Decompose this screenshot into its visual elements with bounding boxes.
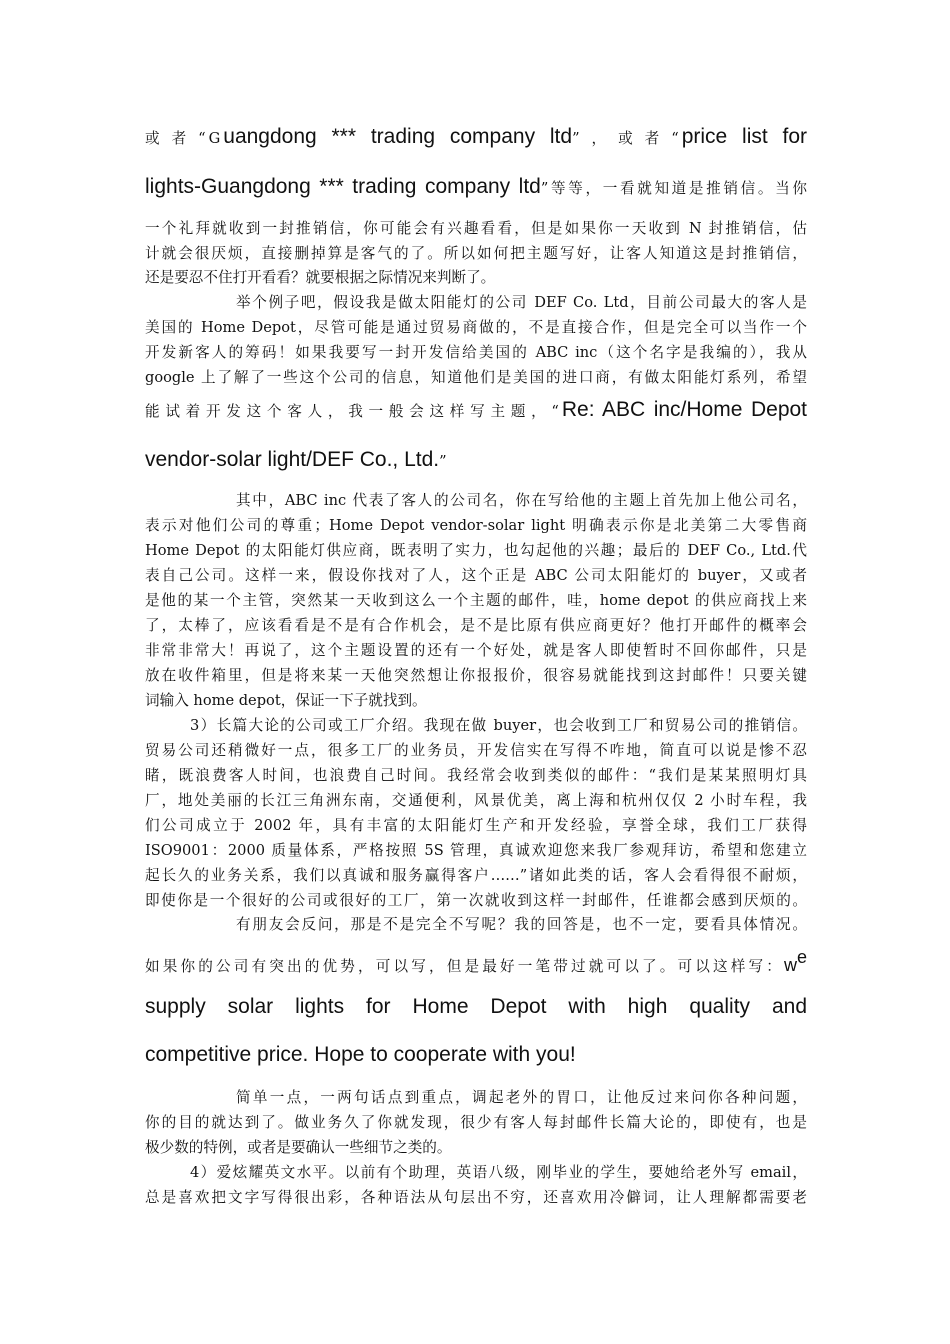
text-line [145,566,807,586]
text-span: 放在收件箱里，但是将来某一天他突然想让你报报价，很容易就能找到这封邮件！只要关键 [145,667,807,684]
subject-line-text: w [783,955,797,975]
subject-line-text: e [796,947,807,967]
text-span: 举个例子吧，假设我是做太阳能灯的公司 DEF Co. Ltd，目前公司最大的客人是 [236,294,807,311]
text-span: 开发新客人的筹码！如果我要写一封开发信给美国的 ABC inc（这个名字是我编的），我从 [145,344,807,361]
text-line [236,915,807,935]
text-line [145,891,807,911]
text-span: 起长久的业务关系，我们以真诚和服务赢得客户……”诸如此类的话，客人会看得很不耐烦， [145,867,807,884]
text-line [236,1088,807,1108]
text-span: 或者“G [145,130,224,147]
text-line [145,1138,807,1158]
text-span: ISO9001：2000 质量体系，严格按照 5S 管理，真诚欢迎您来我厂参观拜访，希望和您建立 [145,842,807,859]
subject-line-text: uangdong *** trading company ltd [223,125,573,148]
text-span: 贸易公司还稍微好一点，很多工厂的业务员，开发信实在写得不咋地，简直可以说是惨不忍 [145,742,807,759]
text-line [145,866,807,886]
text-line [145,641,807,661]
text-line [145,741,807,761]
text-line [236,491,807,511]
text-span: 表自己公司。这样一来，假设你找对了人，这个正是 ABC 公司太阳能灯的 buyer，又或者 [145,567,807,584]
text-span: 们公司成立于 2002 年，具有丰富的太阳能灯生产和开发经验，享誉全球，我们工厂获得 [145,817,807,834]
text-span: 美国的 Home Depot，尽管可能是通过贸易商做的，不是直接合作，但是完全可以当作一个 [145,319,807,336]
subject-line-text: lights-Guangdong *** trading company ltd [145,175,541,198]
text-line [145,343,807,363]
text-line [145,450,807,472]
text-line [145,816,807,836]
text-line [145,244,807,264]
text-span: 词输入 home depot，保证一下子就找到。 [145,692,427,709]
text-line [145,841,807,861]
text-span: 睹，既浪费客人时间，也浪费自己时间。我经常会收到类似的邮件：“我们是某某照明灯具 [145,767,807,784]
text-line [145,268,807,288]
text-span: 3）长篇大论的公司或工厂介绍。我现在做 buyer，也会收到工厂和贸易公司的推销信。 [190,717,807,734]
text-span: 一个礼拜就收到一封推销信，你可能会有兴趣看看，但是如果你一天收到 N 封推销信，估 [145,220,807,237]
text-line [145,1045,807,1067]
text-line [145,1113,807,1133]
text-line [145,318,807,338]
text-span: 其中，ABC inc 代表了客人的公司名，你在写给他的主题上首先加上他公司名， [236,492,807,509]
text-span: 即使你是一个很好的公司或很好的工厂，第一次就收到这样一封邮件，任谁都会感到厌烦的。 [145,892,807,909]
text-line [145,997,807,1019]
text-line [145,791,807,811]
text-line [145,516,807,536]
text-span: 非常非常大！再说了，这个主题设置的还有一个好处，就是客人即使暂时不回你邮件，只是 [145,642,807,659]
text-span: ”等等，一看就知道是推销信。当你 [540,180,807,197]
text-span: 表示对他们公司的尊重；Home Depot vendor-solar light 明确表示你是北美第二大零售商 [145,517,807,534]
text-span: 能试着开发这个客人，我一般会这样写主题，“ [145,403,562,420]
text-span: 4）爱炫耀英文水平。以前有个助理，英语八级，刚毕业的学生，要她给老外写 email， [190,1164,807,1181]
text-line [145,1188,807,1208]
text-span: 你的目的就达到了。做业务久了你就发现，很少有客人每封邮件长篇大论的，即使有，也是 [145,1114,807,1131]
english-sample-text: supply solar lights for Home Depot with high quality and [145,995,807,1018]
text-line [190,716,807,736]
text-line [145,368,807,388]
subject-line-text: Re: ABC inc/Home Depot [561,398,808,421]
text-span: ” [439,453,447,470]
text-line [145,400,807,422]
text-line [145,616,807,636]
text-line [145,947,807,977]
subject-line-text: price list for [681,125,808,148]
text-span: 总是喜欢把文字写得很出彩，各种语法从句层出不穷，还喜欢用冷僻词，让人理解都需要老 [145,1189,807,1206]
text-span: 如果你的公司有突出的优势，可以写，但是最好一笔带过就可以了。可以这样写： [145,958,784,975]
text-span: 极少数的特例，或者是要确认一些细节之类的。 [145,1139,452,1156]
text-line [145,177,807,199]
text-line [145,541,807,561]
text-span: google 上了解了一些这个公司的信息，知道他们是美国的进口商，有做太阳能灯系列，希望 [145,369,807,386]
text-span: Home Depot 的太阳能灯供应商，既表明了实力，也勾起他的兴趣；最后的 DEF Co., Ltd.代 [145,542,807,559]
text-span: ”，或者“ [572,130,682,147]
text-span: 了，太棒了，应该看看是不是有合作机会，是不是比原有供应商更好？他打开邮件的概率会 [145,617,807,634]
text-line [190,1163,807,1183]
text-span: 厂，地处美丽的长江三角洲东南，交通便利，风景优美，离上海和杭州仅仅 2 小时车程，我 [145,792,807,809]
text-span: 是他的某一个主管，突然某一天收到这么一个主题的邮件，哇，home depot 的供应商找上来 [145,592,807,609]
text-line [145,766,807,786]
text-line [145,219,807,239]
text-span: 还是要忍不住打开看看？就要根据之际情况来判断了。 [145,269,496,286]
text-line [145,666,807,686]
text-span: 有朋友会反问，那是不是完全不写呢？我的回答是，也不一定，要看具体情况。 [236,916,807,933]
subject-line-text: vendor-solar light/DEF Co., Ltd. [145,448,440,471]
text-line [145,691,807,711]
english-sample-text: competitive price. Hope to cooperate with you! [145,1043,576,1066]
text-span: 计就会很厌烦，直接删掉算是客气的了。所以如何把主题写好，让客人知道这是封推销信， [145,245,807,262]
text-span: 简单一点，一两句话点到重点，调起老外的胃口，让他反过来问你各种问题， [236,1089,807,1106]
text-line [145,591,807,611]
text-line [236,293,807,313]
text-line [145,127,807,149]
